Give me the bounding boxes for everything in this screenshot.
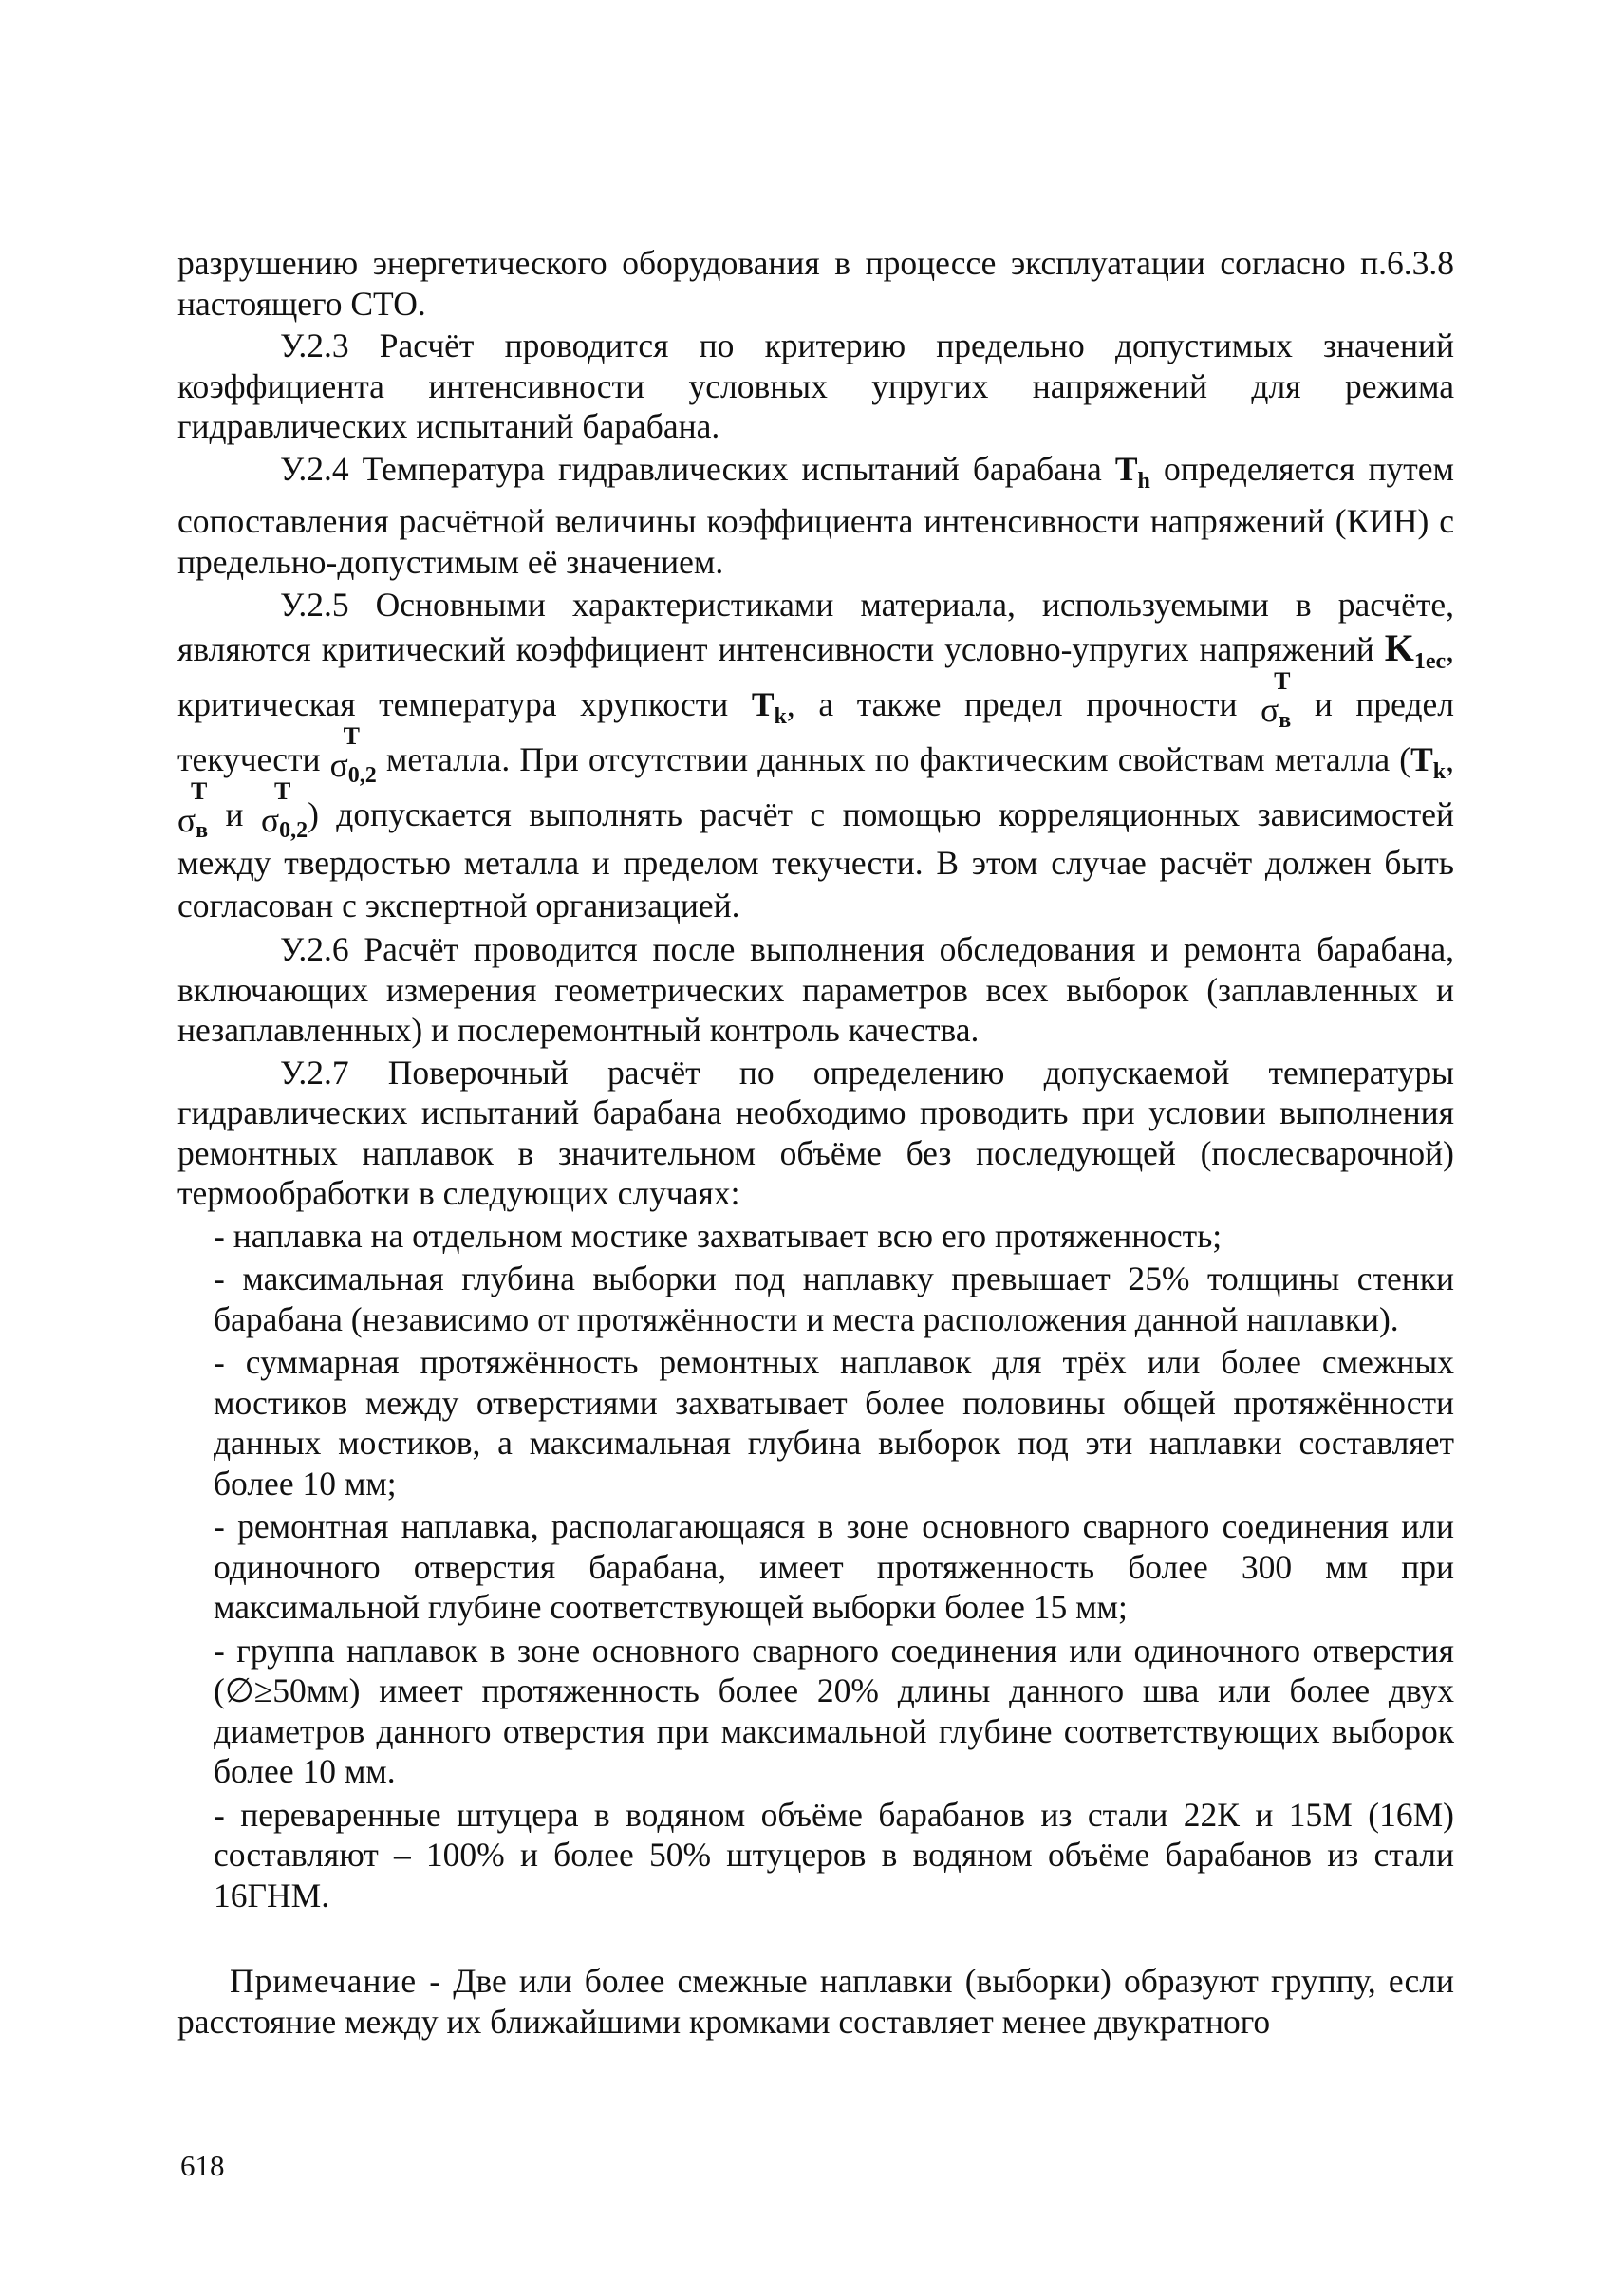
symbol-th: T xyxy=(1114,449,1138,488)
paragraph-u-2-5: У.2.5 Основными характеристиками материала, используемыми в расчёте, являются критический коэффициент интенсивности условно-упругих напряжений $K_{1ec}$, критическая температура хрупкости $T_k$, а также предел прочности σ T $_в$ и предел текучести σ T $_{0,2}$ металла. При отсутствии данных по фактическим свойствам металла ($T_k$, σ T $_в$ и σ T $_{0,2}$) допускается выполнять расчёт с помощью корреляционных зависимостей между твердостью металла и пределом текучести. В этом случае расчёт должен быть согласован с экспертной организацией. xyxy=(177,586,1455,924)
p25-text-d: и предел текучести xyxy=(177,685,1454,778)
note-paragraph xyxy=(177,1961,1454,2042)
symbol-k1ec: K xyxy=(1384,626,1414,669)
p24-text-b: определяется путем сопоставления расчётной величины коэффициента интенсивности напряжений (КИН) с предельно-допустимым её значением. xyxy=(177,449,1454,581)
list-item: - максимальная глубина выборки под наплавку превышает 25% толщины стенки барабана (независимо от протяжённости и места расположения данной наплавки). xyxy=(214,1260,1454,1338)
page-body xyxy=(177,243,1454,2076)
paragraph-u-2-4 xyxy=(177,449,1454,583)
intro-paragraph: разрушению энергетического оборудования в процессе эксплуатации согласно п.6.3.8 настоящего СТО. xyxy=(177,244,1454,323)
symbol-tk-sub: k xyxy=(774,704,787,729)
p24-text-a: У.2.4 Температура гидравлических испытаний барабана xyxy=(280,449,1115,488)
page-number: 618 xyxy=(180,2149,225,2182)
note-text: - Две или более смежные наплавки (выборки) образуют группу, если расстояние между их ближайшими кромками составляет менее двукратного xyxy=(177,1962,1454,2041)
p25-text-e: металла. При отсутствии данных по фактическим свойствам металла ( xyxy=(376,740,1411,778)
paragraph-u-2-6: У.2.6 Расчёт проводится после выполнения обследования и ремонта барабана, включающих измерения геометрических параметров всех выборок (заплавленных и незаплавленных) и послеремонтный контроль качества. xyxy=(177,930,1454,1049)
list-item: - переваренные штуцера в водяном объёме барабанов из стали 22К и 15М (16М) составляют – 100% и более 50% штуцеров в водяном объёме барабанов из стали 16ГНМ. xyxy=(214,1795,1454,1914)
p25-text-c: , а также предел прочности xyxy=(786,685,1261,723)
symbol-sigma-02: σ T $_{0,2}$ xyxy=(329,722,377,788)
paragraph-u-2-3: У.2.3 Расчёт проводится по критерию предельно допустимых значений коэффициента интенсивности условных упругих напряжений для режима гидравлических испытаний барабана. xyxy=(177,327,1454,445)
symbol-k1ec-sub: 1ec xyxy=(1413,649,1447,674)
list-item: - суммарная протяжённость ремонтных наплавок для трёх или более смежных мостиков между отверстиями захватывает более половины общей протяжённости данных мостиков, а максимальная глубина выборок под эти наплавки составляет более 10 мм; xyxy=(214,1343,1454,1503)
symbol-th-sub: h xyxy=(1137,468,1150,494)
list-item: - наплавка на отдельном мостике захватывает всю его протяженность; xyxy=(214,1216,1223,1255)
p25-text-a: У.2.5 Основными характеристиками материала, используемыми в расчёте, являются критический коэффициент интенсивности условно-упругих напряжений xyxy=(177,586,1454,668)
symbol-tk: T xyxy=(751,685,775,723)
conditions-list xyxy=(214,1216,1454,1916)
p25-text-b: , критическая температура хрупкости xyxy=(177,630,1454,723)
list-item: - ремонтная наплавка, располагающаяся в зоне основного сварного соединения или одиночного отверстия барабана, имеет протяженность более 300 мм при максимальной глубине соответствующей выборки более 15 мм; xyxy=(214,1507,1454,1626)
symbol-tk-2: T xyxy=(1410,740,1433,778)
note-label: Примечание xyxy=(230,1962,418,2000)
symbol-sigma-v: σ T $_в$ xyxy=(1261,667,1292,733)
symbol-sigma-02-2: σ T $_{0,2}$ xyxy=(260,777,308,843)
symbol-sigma-v-2: σ T $_в$ xyxy=(177,777,209,843)
p25-text-f: ) допускается выполнять расчёт с помощью корреляционных зависимостей между твердостью металла и пределом текучести. В этом случае расчёт должен быть согласован с экспертной организацией. xyxy=(177,795,1455,924)
paragraph-u-2-7: У.2.7 Поверочный расчёт по определению допускаемой температуры гидравлических испытаний барабана необходимо проводить при условии выполнения ремонтных наплавок в значительном объёме без последующей (послесварочной) термообработки в следующих случаях: xyxy=(177,1053,1454,1212)
list-item: - группа наплавок в зоне основного сварного соединения или одиночного отверстия (∅≥50мм) имеет протяженность более 20% длины данного шва или более двух диаметров данного отверстия при максимальной глубине соответствующих выборок более 10 мм. xyxy=(214,1631,1454,1790)
